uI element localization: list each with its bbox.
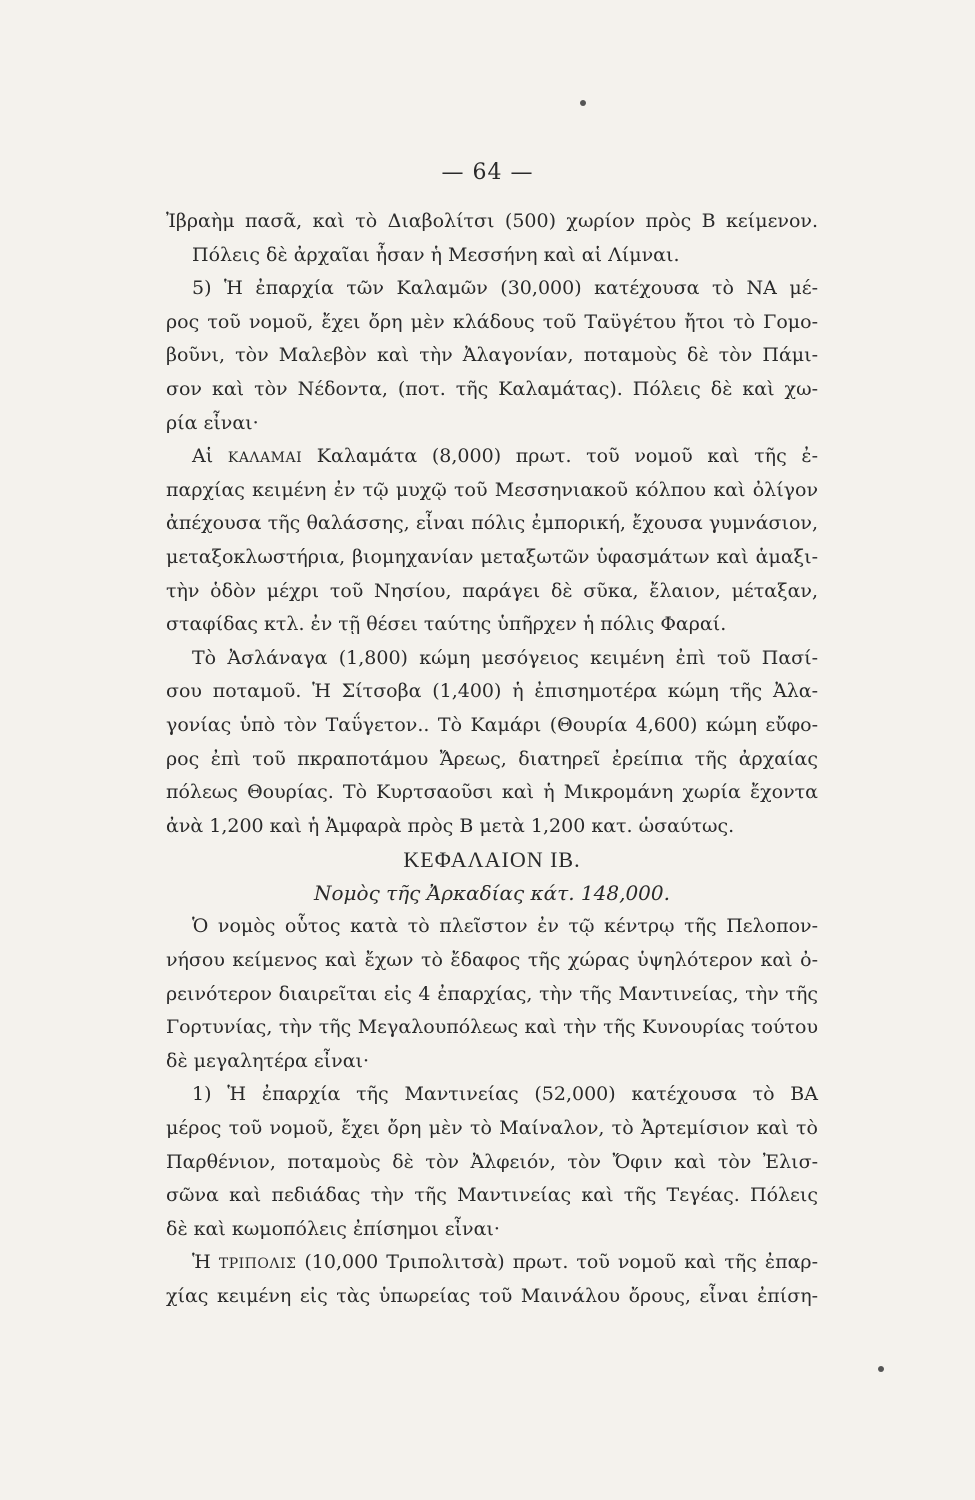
text-line: Γορτυνίας, τὴν τῆς Μεγαλουπόλεως καὶ τὴν τῆς Κυνουρίας τούτου: [166, 1016, 818, 1039]
text-line: ρεινότερον διαιρεῖται εἰς 4 ἐπαρχίας, τὴν τῆς Μαντινείας, τὴν τῆς: [166, 982, 818, 1005]
text-line: δὲ καὶ κωμοπόλεις ἐπίσημοι εἶναι·: [166, 1217, 500, 1240]
line-prefix: Αἱ: [192, 445, 228, 468]
line-prefix: Ἡ: [192, 1251, 219, 1274]
text-line: ρος ἐπὶ τοῦ πκραποτάμου Ἄρεως, διατηρεῖ ἐρείπια τῆς ἀρχαίας: [166, 747, 818, 770]
text-line: τὴν ὁδὸν μέχρι τοῦ Νησίου, παράγει δὲ σῦκα, ἔλαιον, μέταξαν,: [166, 579, 818, 602]
section-heading: ΚΕΦΑΛΑΙΟΝ ΙΒ.: [403, 847, 581, 873]
text-line: σταφίδας κτλ. ἐν τῇ θέσει ταύτης ὑπῆρχεν ἡ πόλις Φαραί.: [166, 613, 727, 636]
text-line: σῶνα καὶ πεδιάδας τὴν τῆς Μαντινείας καὶ τῆς Τεγέας. Πόλεις: [166, 1184, 818, 1207]
text-line: ἀνὰ 1,200 καὶ ἡ Ἀμφαρὰ πρὸς Β μετὰ 1,200 κατ. ὡσαύτως.: [166, 814, 735, 837]
text-line: σον καὶ τὸν Νέδοντα, (ποτ. τῆς Καλαμάτας). Πόλεις δὲ καὶ χω-: [166, 377, 818, 400]
text-line: δὲ μεγαλητέρα εἶναι·: [166, 1049, 370, 1072]
section-heading: Νομὸς τῆς Ἀρκαδίας κάτ. 148,000.: [314, 880, 670, 905]
text-line: Τὸ Ἀσλάναγα (1,800) κώμη μεσόγειος κειμένη ἐπὶ τοῦ Πασί-: [192, 646, 818, 669]
text-line: μέρος τοῦ νομοῦ, ἔχει ὄρη μὲν τὸ Μαίναλον, τὸ Ἀρτεμίσιον καὶ τὸ: [166, 1117, 818, 1140]
text-line: βοῦνι, τὸν Μαλεβὸν καὶ τὴν Ἀλαγονίαν, ποταμοὺς δὲ τὸν Πάμι-: [166, 344, 818, 367]
text-line: σου ποταμοῦ. Ἡ Σίτσοβα (1,400) ἡ ἐπισημοτέρα κώμη τῆς Ἀλα-: [166, 680, 818, 703]
text-line: Ὁ νομὸς οὗτος κατὰ τὸ πλεῖστον ἐν τῷ κέντρῳ τῆς Πελοπον-: [192, 915, 818, 938]
text-line: πόλεως Θουρίας. Τὸ Κυρτσαοῦσι καὶ ἡ Μικρομάνη χωρία ἔχοντα: [166, 781, 818, 804]
text-line: [166, 440, 818, 474]
text-line: γονίας ὑπὸ τὸν Ταΰγετον.. Τὸ Καμάρι (Θουρία 4,600) κώμη εὔφο-: [166, 713, 818, 736]
body-text: [166, 205, 818, 1314]
text-line: 5) Ἡ ἐπαρχία τῶν Καλαμῶν (30,000) κατέχουσα τὸ ΝΑ μέ-: [192, 277, 818, 300]
page-number: — 64 —: [441, 160, 534, 185]
place-name-smallcaps: ΚΑΛΑΜΑΙ: [227, 450, 303, 467]
text-line: παρχίας κειμένη ἐν τῷ μυχῷ τοῦ Μεσσηνιακοῦ κόλπου καὶ ὀλίγον: [166, 478, 818, 501]
text-line: ρος τοῦ νομοῦ, ἔχει ὄρη μὲν κλάδους τοῦ Ταϋγέτου ἤτοι τὸ Γομο-: [166, 310, 818, 333]
text-line: Ἰβραὴμ πασᾶ, καὶ τὸ Διαβολίτσι (500) χωρίον πρὸς Β κείμενον.: [166, 210, 818, 232]
text-line: Πόλεις δὲ ἀρχαῖαι ἦσαν ἡ Μεσσήνη καὶ αἱ Λίμναι.: [192, 243, 680, 266]
text-line: [166, 1246, 818, 1280]
speck-mark: [580, 100, 586, 106]
text-line: Παρθένιον, ποταμοὺς δὲ τὸν Ἀλφειόν, τὸν Ὄφιν καὶ τὸν Ἐλισ-: [166, 1150, 818, 1173]
text-line: μεταξοκλωστήρια, βιομηχανίαν μεταξωτῶν ὑφασμάτων καὶ ἁμαξι-: [166, 545, 818, 568]
line-text: (10,000 Τριπολιτσὰ) πρωτ. τοῦ νομοῦ καὶ τῆς ἐπαρ-: [296, 1251, 818, 1274]
text-line: ρία εἶναι·: [166, 411, 259, 434]
text-line: 1) Ἡ ἐπαρχία τῆς Μαντινείας (52,000) κατέχουσα τὸ ΒΑ: [192, 1083, 818, 1106]
text-line: ἀπέχουσα τῆς θαλάσσης, εἶναι πόλις ἐμπορική, ἔχουσα γυμνάσιον,: [166, 512, 818, 535]
place-name-smallcaps: ΤΡΙΠΟΛΙΣ: [218, 1256, 297, 1273]
text-line: νήσου κείμενος καὶ ἔχων τὸ ἔδαφος τῆς χώρας ὑψηλότερον καὶ ὀ-: [166, 949, 818, 972]
line-text: Καλαμάτα (8,000) πρωτ. τοῦ νομοῦ καὶ τῆς ἐ-: [302, 445, 818, 468]
speck-mark: [878, 1366, 884, 1372]
text-line: χίας κειμένη εἰς τὰς ὑπωρείας τοῦ Μαινάλου ὄρους, εἶναι ἐπίση-: [166, 1285, 818, 1307]
